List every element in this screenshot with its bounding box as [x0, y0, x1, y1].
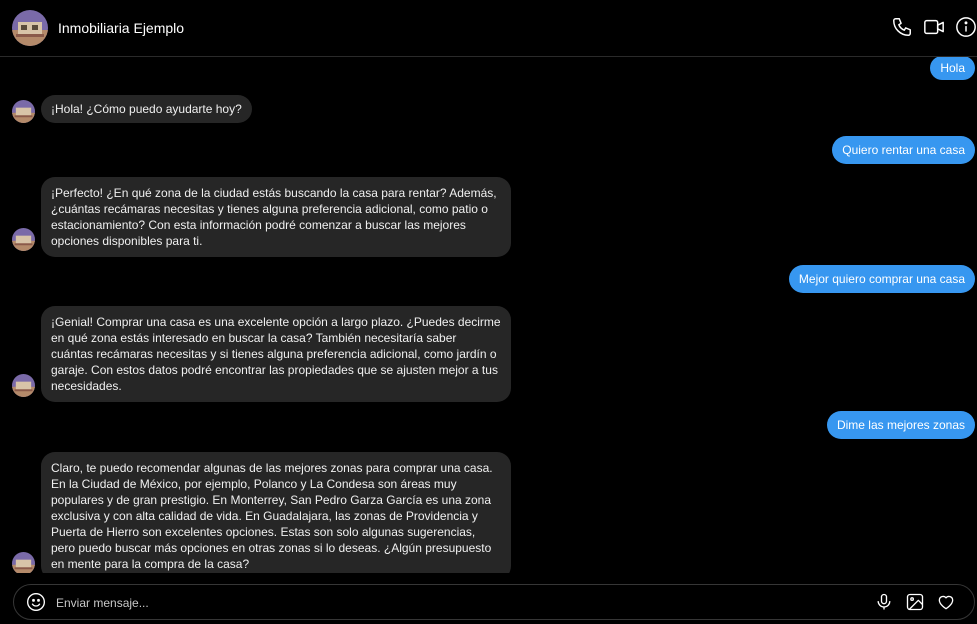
message-input[interactable]	[54, 593, 838, 613]
microphone-icon[interactable]	[874, 592, 894, 612]
incoming-message[interactable]: Claro, te puedo recomendar algunas de las mejores zonas para comprar una casa. En la Ciudad de México, por ejemplo, Polanco y La Condesa son áreas muy populares y de gran prestigio. En Monterrey, San Pedro Garza García es una zona exclusiva y con alta calidad de vida. En Guadalajara, las zonas de Providencia y Puerta de Hierro son excelentes opciones. Estas son solo algunas sugerencias, pero puedo buscar más opciones en otras zonas si lo deseas. ¿Algún presupuesto en mente para la compra de la casa?	[41, 452, 511, 573]
house-avatar-icon	[12, 100, 35, 123]
bot-avatar	[12, 374, 35, 397]
outgoing-message[interactable]: Mejor quiero comprar una casa	[789, 265, 975, 293]
info-icon[interactable]	[955, 16, 977, 38]
chat-header	[0, 0, 977, 57]
house-avatar-icon	[12, 552, 35, 573]
outgoing-message[interactable]: Hola	[930, 57, 975, 80]
bot-avatar	[12, 228, 35, 251]
message-list[interactable]	[0, 57, 977, 573]
bot-avatar	[12, 100, 35, 123]
contact-avatar[interactable]	[12, 10, 48, 46]
heart-icon[interactable]	[936, 592, 956, 612]
house-avatar-icon	[12, 10, 48, 46]
video-icon[interactable]	[923, 16, 945, 38]
phone-icon[interactable]	[891, 16, 913, 38]
message-composer	[13, 584, 975, 620]
incoming-message[interactable]: ¡Hola! ¿Cómo puedo ayudarte hoy?	[41, 95, 252, 123]
incoming-message[interactable]: ¡Genial! Comprar una casa es una excelente opción a largo plazo. ¿Puedes decirme en qué zona estás interesado en buscar la casa? También necesitaría saber cuántas recámaras necesitas y si tienes alguna preferencia adicional, como jardín o garaje. Con estos datos podré encontrar las propiedades que se ajusten mejor a tus necesidades.	[41, 306, 511, 402]
emoji-icon[interactable]	[26, 592, 46, 612]
incoming-message[interactable]: ¡Perfecto! ¿En qué zona de la ciudad estás buscando la casa para rentar? Además, ¿cuántas recámaras necesitas y tienes alguna preferencia adicional, como patio o estacionamiento? Con esta información podré comenzar a buscar las mejores opciones disponibles para ti.	[41, 177, 511, 257]
house-avatar-icon	[12, 228, 35, 251]
outgoing-message[interactable]: Dime las mejores zonas	[827, 411, 975, 439]
outgoing-message[interactable]: Quiero rentar una casa	[832, 136, 975, 164]
bot-avatar	[12, 552, 35, 573]
image-icon[interactable]	[905, 592, 925, 612]
house-avatar-icon	[12, 374, 35, 397]
contact-name[interactable]: Inmobiliaria Ejemplo	[58, 20, 185, 36]
